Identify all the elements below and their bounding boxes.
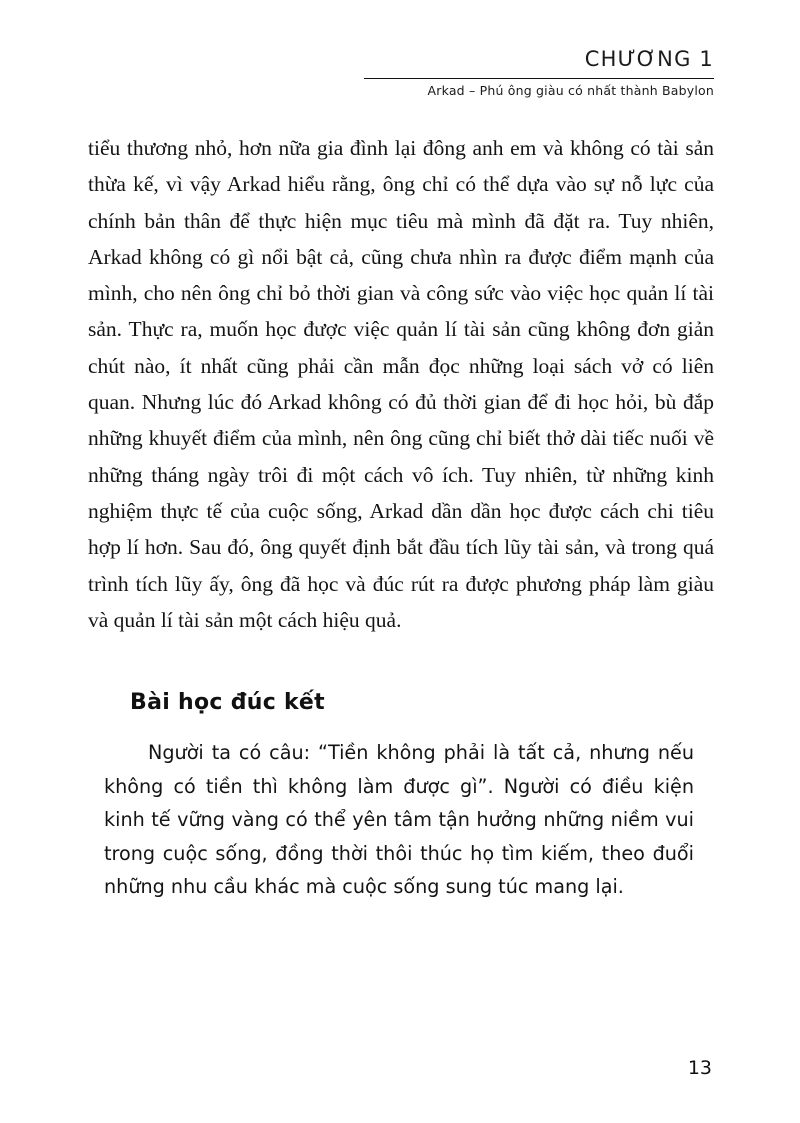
header-subtitle: Arkad – Phú ông giàu có nhất thành Babylon [427, 83, 714, 99]
section-heading: Bài học đúc kết [130, 690, 325, 715]
header-divider [364, 78, 714, 79]
page-header [364, 48, 714, 98]
body-paragraph: tiểu thương nhỏ, hơn nữa gia đình lại đông anh em và không có tài sản thừa kế, vì vậy Arkad hiểu rằng, ông chỉ có thể dựa vào sự nỗ lực của chính bản thân để thực hiện mục tiêu mà mình đã đặt ra. Tuy nhiên, Arkad không có gì nổi bật cả, cũng chưa nhìn ra được điểm mạnh của mình, cho nên ông chỉ bỏ thời gian và công sức vào việc học quản lí tài sản. Thực ra, muốn học được việc quản lí tài sản cũng không đơn giản chút nào, ít nhất cũng phải cần mẫn đọc những loại sách vở có liên quan. Nhưng lúc đó Arkad không có đủ thời gian để đi học hỏi, bù đắp những khuyết điểm của mình, nên ông cũng chỉ biết thở dài tiếc nuối về những tháng ngày trôi đi một cách vô ích. Tuy nhiên, từ những kinh nghiệm thực tế của cuộc sống, Arkad dần dần học được cách chi tiêu hợp lí hơn. Sau đó, ông quyết định bắt đầu tích lũy tài sản, và trong quá trình tích lũy ấy, ông đã học và đúc rút ra được phương pháp làm giàu và quản lí tài sản một cách hiệu quả. [88, 136, 714, 632]
page-number: 13 [687, 1057, 712, 1079]
chapter-label: CHƯƠNG 1 [584, 47, 714, 71]
body-text-block [88, 130, 714, 638]
section-paragraph: Người ta có câu: “Tiền không phải là tất cả, nhưng nếu không có tiền thì không làm được gì”. Người có điều kiện kinh tế vững vàng có thể yên tâm tận hưởng những niềm vui trong cuộc sống, đồng thời thôi thúc họ tìm kiếm, theo đuổi những nhu cầu khác mà cuộc sống sung túc mang lại. [104, 741, 694, 898]
section-text-block [104, 736, 694, 904]
